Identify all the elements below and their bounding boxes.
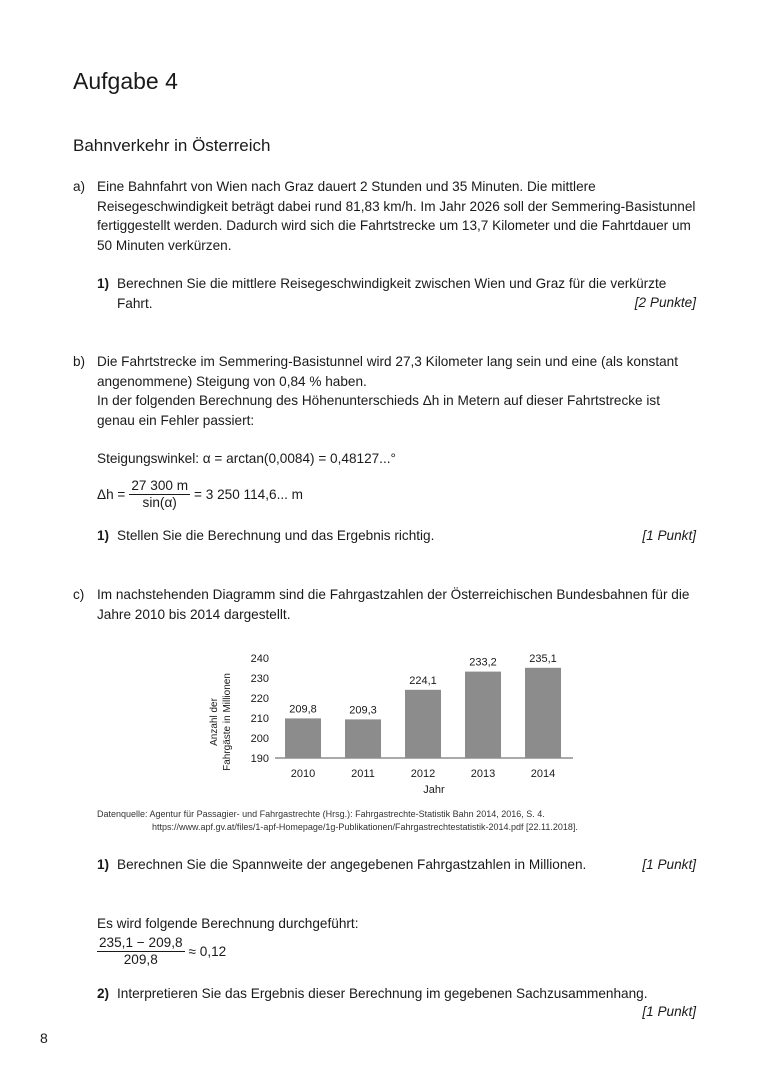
task-title: Aufgabe 4 — [73, 68, 178, 94]
part-a-q1-points: [2 Punkte] — [634, 295, 696, 310]
y-tick-label: 220 — [250, 693, 269, 705]
calc-numerator: 235,1 − 209,8 — [99, 935, 183, 950]
x-axis-label: Jahr — [423, 784, 445, 796]
part-b-q1-label: 1) — [97, 528, 110, 543]
y-axis-label-line2: Fahrgäste in Millionen — [222, 673, 233, 771]
part-c-q2-label: 2) — [97, 986, 110, 1001]
x-tick-label: 2010 — [290, 768, 316, 780]
part-c-text: Im nachstehenden Diagramm sind die Fahrgastzahlen der Österreichischen Bundesbahnen für die Jahre 2010 bis 2014 dargestellt. — [97, 587, 690, 622]
formula2-denominator: sin(α) — [142, 495, 177, 510]
formula2-lhs: Δh = — [97, 486, 126, 502]
x-tick-label: 2013 — [470, 768, 496, 780]
y-tick-label: 230 — [250, 673, 269, 685]
part-a-text: Eine Bahnfahrt von Wien nach Graz dauert 2 Stunden und 35 Minuten. Die mittlere Reisegeschwindigkeit beträgt dabei rund 81,83 km/h. Im Jahr 2026 soll der Semmering-Basistunnel fertiggestellt werden. Dadurch wird sich die Fahrtstrecke um 13,7 Kilometer und die Fahrtdauer um 50 Minuten verkürzen. — [97, 179, 696, 253]
x-tick-label: 2012 — [410, 768, 436, 780]
bar-value-label: 233,2 — [469, 656, 497, 669]
passenger-bar-chart — [190, 640, 590, 800]
y-tick-label: 200 — [250, 733, 269, 745]
part-a-label: a) — [73, 179, 86, 194]
x-tick-label: 2014 — [530, 768, 556, 780]
part-c-q2-text: Interpretieren Sie das Ergebnis dieser Berechnung im gegebenen Sachzusammenhang. — [117, 986, 648, 1001]
part-a-q1-text: Berechnen Sie die mittlere Reisegeschwindigkeit zwischen Wien und Graz für die verkürzte Fahrt. — [117, 276, 667, 311]
bar-2012 — [405, 690, 441, 758]
bar-value-label: 209,3 — [349, 704, 377, 717]
page-number: 8 — [40, 1030, 48, 1046]
data-source-line2: https://www.apf.gv.at/files/1-apf-Homepage/1g-Publikationen/Fahrgastrechtestatistik-2014.pdf [22.11.2018]. — [152, 822, 578, 832]
part-b-q1-points: [1 Punkt] — [642, 528, 696, 543]
part-b-q1-text: Stellen Sie die Berechnung und das Ergebnis richtig. — [117, 528, 435, 543]
bar-2013 — [465, 672, 501, 758]
y-axis-label-line1: Anzahl der — [209, 698, 220, 746]
part-a-q1-label: 1) — [97, 276, 110, 291]
formula2-fraction — [129, 478, 190, 511]
part-c-q1-label: 1) — [97, 857, 110, 872]
calc-denominator: 209,8 — [123, 952, 158, 967]
formula2-numerator: 27 300 m — [131, 478, 189, 493]
bar-2010 — [285, 718, 321, 758]
task-subtitle: Bahnverkehr in Österreich — [73, 136, 271, 155]
part-c-calc-formula — [97, 935, 226, 968]
calc-fraction — [97, 935, 185, 968]
bar-2014 — [525, 668, 561, 758]
part-b-formula2 — [97, 478, 303, 511]
formula2-rhs: = 3 250 114,6... m — [194, 486, 303, 502]
part-b-text2: In der folgenden Berechnung des Höhenunterschieds Δh in Metern auf dieser Fahrtstrecke ist genau ein Fehler passiert: — [97, 393, 660, 428]
part-b-text1: Die Fahrtstrecke im Semmering-Basistunnel wird 27,3 Kilometer lang sein und eine (als konstant angenommene) Steigung von 0,84 % haben. — [97, 354, 679, 389]
y-tick-label: 240 — [250, 653, 269, 665]
y-tick-label: 190 — [250, 753, 269, 765]
calc-result: ≈ 0,12 — [188, 943, 227, 959]
bar-value-label: 209,8 — [289, 703, 317, 716]
part-c-label: c) — [73, 587, 85, 602]
bar-value-label: 235,1 — [529, 652, 557, 665]
part-c-q1-text: Berechnen Sie die Spannweite der angegebenen Fahrgastzahlen in Millionen. — [117, 857, 587, 872]
data-source-line1: Datenquelle: Agentur für Passagier- und Fahrgastrechte (Hrsg.): Fahrgastrechte-Statistik Bahn 2014, 2016, S. 4. — [97, 809, 545, 819]
part-b-label: b) — [73, 354, 86, 369]
x-tick-label: 2011 — [351, 768, 375, 780]
bar-value-label: 224,1 — [409, 674, 437, 687]
part-b-formula1: Steigungswinkel: α = arctan(0,0084) = 0,48127...° — [97, 451, 396, 466]
part-c-q2-points: [1 Punkt] — [642, 1004, 696, 1019]
bar-2011 — [345, 719, 381, 758]
y-tick-label: 210 — [250, 713, 269, 725]
part-c-q1-points: [1 Punkt] — [642, 857, 696, 872]
part-c-calc-intro: Es wird folgende Berechnung durchgeführt: — [97, 916, 359, 931]
